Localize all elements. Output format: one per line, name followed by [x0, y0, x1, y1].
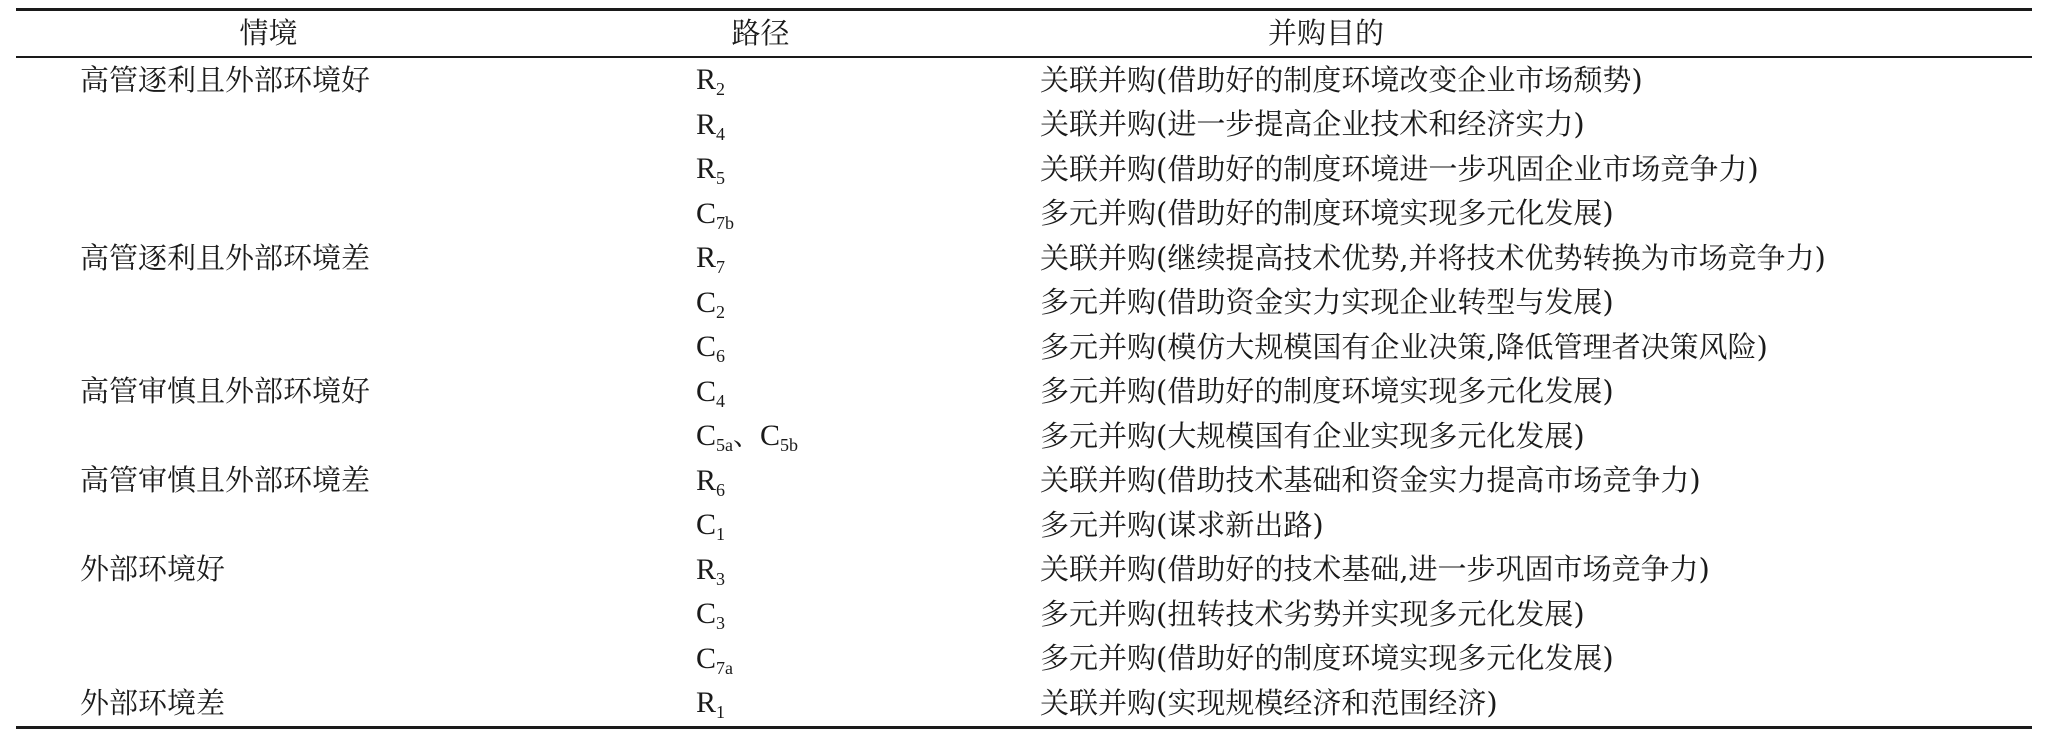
path-letter: C	[696, 597, 717, 631]
table-row	[16, 192, 2032, 237]
cell-path	[676, 419, 1034, 456]
cell-path	[676, 330, 1034, 367]
cell-purpose: 多元并购(谋求新出路)	[1040, 507, 1324, 542]
path-letter: R	[696, 241, 717, 275]
path-subscript: 5b	[780, 435, 799, 456]
table-row	[16, 370, 2032, 415]
table-row	[16, 459, 2032, 504]
table-row	[16, 414, 2032, 459]
cell-path	[676, 552, 1034, 589]
cell-path	[676, 597, 1034, 634]
path-letter: R	[696, 107, 717, 141]
results-table	[16, 8, 2032, 729]
path-subscript: 5	[716, 168, 726, 189]
cell-path	[676, 641, 1034, 678]
cell-purpose: 关联并购(实现规模经济和范围经济)	[1040, 685, 1498, 720]
path-letter: R	[696, 152, 717, 186]
cell-path	[676, 241, 1034, 278]
path-separator: 、	[733, 421, 761, 452]
table-row	[16, 281, 2032, 326]
path-subscript: 2	[716, 79, 726, 100]
cell-purpose: 关联并购(借助好的技术基础,进一步巩固市场竞争力)	[1040, 552, 1710, 587]
cell-purpose: 多元并购(借助好的制度环境实现多元化发展)	[1040, 374, 1614, 409]
header-purpose: 并购目的	[1267, 16, 1384, 50]
cell-purpose: 多元并购(借助资金实力实现企业转型与发展)	[1040, 285, 1614, 320]
path-subscript: 4	[716, 123, 726, 144]
cell-purpose: 多元并购(大规模国有企业实现多元化发展)	[1040, 418, 1585, 453]
cell-path	[676, 463, 1034, 500]
cell-situation: 高管审慎且外部环境差	[80, 463, 371, 498]
header-path: 路径	[731, 16, 790, 50]
table-body	[16, 58, 2032, 726]
cell-purpose: 多元并购(借助好的制度环境实现多元化发展)	[1040, 641, 1614, 676]
cell-path	[676, 196, 1034, 233]
path-subscript: 1	[716, 524, 726, 545]
path-letter: C	[696, 419, 717, 453]
path-letter: C	[760, 419, 781, 453]
cell-purpose: 多元并购(借助好的制度环境实现多元化发展)	[1040, 196, 1614, 231]
table-row	[16, 548, 2032, 593]
table-row	[16, 503, 2032, 548]
cell-purpose: 多元并购(模仿大规模国有企业决策,降低管理者决策风险)	[1040, 329, 1768, 364]
path-subscript: 7	[716, 257, 726, 278]
cell-path	[676, 107, 1034, 144]
table-row	[16, 681, 2032, 726]
path-subscript: 1	[716, 702, 726, 723]
path-subscript: 6	[716, 346, 726, 367]
table-header-row	[16, 11, 2032, 56]
cell-situation: 外部环境好	[80, 552, 226, 587]
table-row	[16, 58, 2032, 103]
path-subscript: 4	[716, 390, 726, 411]
cell-situation: 高管逐利且外部环境好	[80, 62, 371, 97]
cell-situation: 高管逐利且外部环境差	[80, 240, 371, 275]
cell-situation: 高管审慎且外部环境好	[80, 374, 371, 409]
cell-purpose: 关联并购(借助技术基础和资金实力提高市场竞争力)	[1040, 463, 1701, 498]
path-subscript: 6	[716, 479, 726, 500]
cell-path	[676, 63, 1034, 100]
cell-purpose: 多元并购(扭转技术劣势并实现多元化发展)	[1040, 596, 1585, 631]
cell-path	[676, 686, 1034, 723]
path-letter: C	[696, 508, 717, 542]
path-letter: C	[696, 641, 717, 675]
cell-purpose: 关联并购(进一步提高企业技术和经济实力)	[1040, 107, 1585, 142]
cell-path	[676, 374, 1034, 411]
table-row	[16, 147, 2032, 192]
path-letter: R	[696, 552, 717, 586]
path-letter: R	[696, 463, 717, 497]
path-letter: C	[696, 330, 717, 364]
table-row	[16, 592, 2032, 637]
table-row	[16, 325, 2032, 370]
path-subscript: 3	[716, 568, 726, 589]
cell-path	[676, 508, 1034, 545]
path-subscript: 2	[716, 301, 726, 322]
path-letter: C	[696, 196, 717, 230]
table-row	[16, 637, 2032, 682]
path-letter: R	[696, 686, 717, 720]
path-subscript: 5a	[716, 435, 734, 456]
cell-path	[676, 285, 1034, 322]
cell-purpose: 关联并购(继续提高技术优势,并将技术优势转换为市场竞争力)	[1040, 240, 1826, 275]
path-letter: R	[696, 63, 717, 97]
path-subscript: 3	[716, 613, 726, 634]
table-row	[16, 236, 2032, 281]
cell-purpose: 关联并购(借助好的制度环境改变企业市场颓势)	[1040, 62, 1643, 97]
header-situation: 情境	[239, 16, 298, 50]
cell-path	[676, 152, 1034, 189]
path-letter: C	[696, 285, 717, 319]
cell-purpose: 关联并购(借助好的制度环境进一步巩固企业市场竞争力)	[1040, 151, 1759, 186]
path-subscript: 7a	[716, 657, 734, 678]
table-bottom-rule	[16, 726, 2032, 729]
cell-situation: 外部环境差	[80, 685, 226, 720]
path-letter: C	[696, 374, 717, 408]
table-row	[16, 103, 2032, 148]
path-subscript: 7b	[716, 212, 735, 233]
